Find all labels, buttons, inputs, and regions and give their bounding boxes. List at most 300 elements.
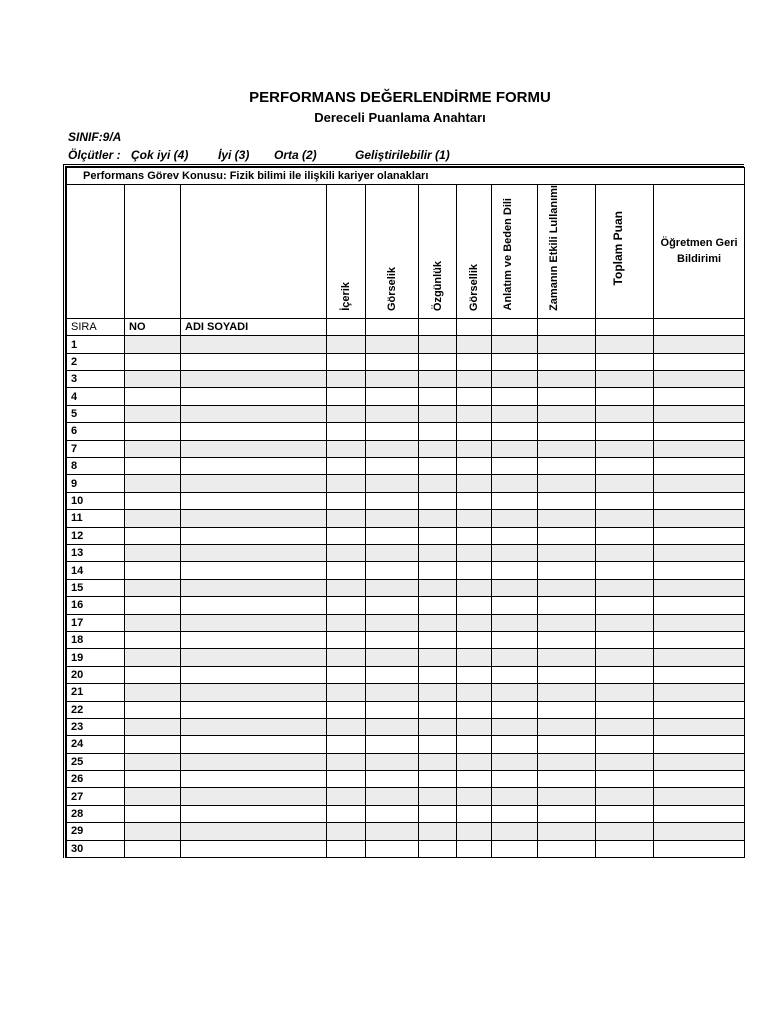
score-cell[interactable] — [125, 684, 181, 701]
score-cell[interactable] — [538, 336, 596, 353]
score-cell[interactable] — [327, 440, 366, 457]
score-cell[interactable] — [457, 562, 492, 579]
score-cell[interactable] — [366, 701, 419, 718]
score-cell[interactable] — [596, 684, 654, 701]
score-cell[interactable] — [419, 562, 457, 579]
score-cell[interactable] — [125, 805, 181, 822]
score-cell[interactable] — [538, 805, 596, 822]
score-cell[interactable] — [181, 440, 327, 457]
score-cell[interactable] — [181, 771, 327, 788]
score-cell[interactable] — [538, 579, 596, 596]
score-cell[interactable] — [181, 458, 327, 475]
score-cell[interactable] — [327, 405, 366, 422]
score-cell[interactable] — [419, 527, 457, 544]
score-cell[interactable] — [492, 353, 538, 370]
score-cell[interactable] — [457, 440, 492, 457]
score-cell[interactable] — [327, 510, 366, 527]
score-cell[interactable] — [181, 423, 327, 440]
score-cell[interactable] — [596, 631, 654, 648]
score-cell[interactable] — [596, 579, 654, 596]
score-cell[interactable] — [366, 458, 419, 475]
score-cell[interactable] — [457, 666, 492, 683]
score-cell[interactable] — [457, 614, 492, 631]
score-cell[interactable] — [457, 371, 492, 388]
score-cell[interactable] — [366, 736, 419, 753]
score-cell[interactable] — [457, 823, 492, 840]
score-cell[interactable] — [538, 423, 596, 440]
score-cell[interactable] — [654, 492, 745, 509]
score-cell[interactable] — [596, 545, 654, 562]
score-cell[interactable] — [457, 423, 492, 440]
score-cell[interactable] — [654, 440, 745, 457]
score-cell[interactable] — [419, 788, 457, 805]
score-cell[interactable] — [492, 371, 538, 388]
score-cell[interactable] — [492, 684, 538, 701]
score-cell[interactable] — [538, 666, 596, 683]
score-cell[interactable] — [654, 753, 745, 770]
score-cell[interactable] — [654, 701, 745, 718]
score-cell[interactable] — [492, 492, 538, 509]
score-cell[interactable] — [366, 353, 419, 370]
score-cell[interactable] — [596, 336, 654, 353]
score-cell[interactable] — [327, 388, 366, 405]
score-cell[interactable] — [492, 631, 538, 648]
score-cell[interactable] — [654, 771, 745, 788]
score-cell[interactable] — [654, 388, 745, 405]
score-cell[interactable] — [654, 805, 745, 822]
score-cell[interactable] — [538, 545, 596, 562]
score-cell[interactable] — [596, 771, 654, 788]
score-cell[interactable] — [596, 492, 654, 509]
score-cell[interactable] — [419, 718, 457, 735]
score-cell[interactable] — [492, 527, 538, 544]
score-cell[interactable] — [596, 405, 654, 422]
score-cell[interactable] — [366, 753, 419, 770]
score-cell[interactable] — [654, 718, 745, 735]
score-cell[interactable] — [538, 492, 596, 509]
score-cell[interactable] — [596, 788, 654, 805]
score-cell[interactable] — [125, 423, 181, 440]
score-cell[interactable] — [492, 788, 538, 805]
score-cell[interactable] — [419, 701, 457, 718]
score-cell[interactable] — [327, 614, 366, 631]
score-cell[interactable] — [492, 805, 538, 822]
score-cell[interactable] — [125, 458, 181, 475]
score-cell[interactable] — [457, 405, 492, 422]
score-cell[interactable] — [327, 823, 366, 840]
score-cell[interactable] — [125, 545, 181, 562]
score-cell[interactable] — [125, 510, 181, 527]
score-cell[interactable] — [181, 405, 327, 422]
score-cell[interactable] — [596, 423, 654, 440]
score-cell[interactable] — [327, 527, 366, 544]
score-cell[interactable] — [492, 597, 538, 614]
score-cell[interactable] — [125, 614, 181, 631]
score-cell[interactable] — [366, 840, 419, 857]
score-cell[interactable] — [596, 753, 654, 770]
score-cell[interactable] — [596, 666, 654, 683]
score-cell[interactable] — [654, 405, 745, 422]
score-cell[interactable] — [654, 666, 745, 683]
score-cell[interactable] — [538, 371, 596, 388]
score-cell[interactable] — [125, 527, 181, 544]
score-cell[interactable] — [181, 788, 327, 805]
score-cell[interactable] — [492, 545, 538, 562]
score-cell[interactable] — [596, 440, 654, 457]
score-cell[interactable] — [366, 336, 419, 353]
score-cell[interactable] — [327, 771, 366, 788]
score-cell[interactable] — [596, 371, 654, 388]
score-cell[interactable] — [654, 736, 745, 753]
score-cell[interactable] — [596, 614, 654, 631]
score-cell[interactable] — [654, 527, 745, 544]
score-cell[interactable] — [538, 614, 596, 631]
score-cell[interactable] — [492, 579, 538, 596]
score-cell[interactable] — [538, 353, 596, 370]
score-cell[interactable] — [419, 405, 457, 422]
score-cell[interactable] — [366, 527, 419, 544]
score-cell[interactable] — [125, 701, 181, 718]
score-cell[interactable] — [596, 736, 654, 753]
score-cell[interactable] — [492, 736, 538, 753]
score-cell[interactable] — [492, 840, 538, 857]
score-cell[interactable] — [596, 458, 654, 475]
score-cell[interactable] — [457, 492, 492, 509]
score-cell[interactable] — [538, 631, 596, 648]
score-cell[interactable] — [654, 458, 745, 475]
score-cell[interactable] — [596, 510, 654, 527]
score-cell[interactable] — [654, 597, 745, 614]
score-cell[interactable] — [419, 840, 457, 857]
score-cell[interactable] — [181, 545, 327, 562]
score-cell[interactable] — [366, 440, 419, 457]
score-cell[interactable] — [654, 579, 745, 596]
score-cell[interactable] — [125, 336, 181, 353]
score-cell[interactable] — [366, 475, 419, 492]
score-cell[interactable] — [181, 840, 327, 857]
score-cell[interactable] — [538, 771, 596, 788]
score-cell[interactable] — [125, 475, 181, 492]
score-cell[interactable] — [125, 597, 181, 614]
score-cell[interactable] — [419, 388, 457, 405]
score-cell[interactable] — [327, 805, 366, 822]
score-cell[interactable] — [654, 371, 745, 388]
score-cell[interactable] — [181, 614, 327, 631]
score-cell[interactable] — [654, 684, 745, 701]
score-cell[interactable] — [492, 614, 538, 631]
score-cell[interactable] — [596, 388, 654, 405]
score-cell[interactable] — [125, 405, 181, 422]
score-cell[interactable] — [125, 562, 181, 579]
score-cell[interactable] — [654, 475, 745, 492]
score-cell[interactable] — [538, 649, 596, 666]
score-cell[interactable] — [538, 736, 596, 753]
score-cell[interactable] — [181, 805, 327, 822]
score-cell[interactable] — [419, 475, 457, 492]
score-cell[interactable] — [492, 510, 538, 527]
score-cell[interactable] — [538, 701, 596, 718]
score-cell[interactable] — [125, 666, 181, 683]
score-cell[interactable] — [457, 805, 492, 822]
score-cell[interactable] — [125, 388, 181, 405]
score-cell[interactable] — [125, 631, 181, 648]
score-cell[interactable] — [492, 649, 538, 666]
score-cell[interactable] — [181, 371, 327, 388]
score-cell[interactable] — [492, 388, 538, 405]
score-cell[interactable] — [419, 823, 457, 840]
score-cell[interactable] — [125, 788, 181, 805]
score-cell[interactable] — [654, 353, 745, 370]
score-cell[interactable] — [492, 753, 538, 770]
score-cell[interactable] — [492, 701, 538, 718]
score-cell[interactable] — [181, 562, 327, 579]
score-cell[interactable] — [419, 423, 457, 440]
score-cell[interactable] — [596, 805, 654, 822]
score-cell[interactable] — [596, 701, 654, 718]
score-cell[interactable] — [125, 492, 181, 509]
score-cell[interactable] — [492, 405, 538, 422]
score-cell[interactable] — [457, 840, 492, 857]
score-cell[interactable] — [492, 440, 538, 457]
score-cell[interactable] — [419, 684, 457, 701]
score-cell[interactable] — [125, 718, 181, 735]
score-cell[interactable] — [327, 753, 366, 770]
score-cell[interactable] — [492, 458, 538, 475]
score-cell[interactable] — [457, 718, 492, 735]
score-cell[interactable] — [181, 736, 327, 753]
score-cell[interactable] — [457, 788, 492, 805]
score-cell[interactable] — [419, 614, 457, 631]
score-cell[interactable] — [181, 336, 327, 353]
score-cell[interactable] — [492, 562, 538, 579]
score-cell[interactable] — [457, 771, 492, 788]
score-cell[interactable] — [327, 492, 366, 509]
score-cell[interactable] — [181, 510, 327, 527]
score-cell[interactable] — [181, 631, 327, 648]
score-cell[interactable] — [457, 353, 492, 370]
score-cell[interactable] — [419, 649, 457, 666]
score-cell[interactable] — [654, 788, 745, 805]
score-cell[interactable] — [596, 823, 654, 840]
score-cell[interactable] — [327, 579, 366, 596]
score-cell[interactable] — [419, 458, 457, 475]
score-cell[interactable] — [181, 701, 327, 718]
score-cell[interactable] — [125, 649, 181, 666]
score-cell[interactable] — [538, 440, 596, 457]
score-cell[interactable] — [654, 649, 745, 666]
score-cell[interactable] — [492, 718, 538, 735]
score-cell[interactable] — [457, 475, 492, 492]
score-cell[interactable] — [538, 405, 596, 422]
score-cell[interactable] — [419, 771, 457, 788]
score-cell[interactable] — [327, 631, 366, 648]
score-cell[interactable] — [596, 718, 654, 735]
score-cell[interactable] — [419, 753, 457, 770]
score-cell[interactable] — [654, 336, 745, 353]
score-cell[interactable] — [419, 440, 457, 457]
score-cell[interactable] — [492, 823, 538, 840]
score-cell[interactable] — [125, 440, 181, 457]
score-cell[interactable] — [327, 423, 366, 440]
score-cell[interactable] — [366, 562, 419, 579]
score-cell[interactable] — [419, 579, 457, 596]
score-cell[interactable] — [366, 405, 419, 422]
score-cell[interactable] — [419, 631, 457, 648]
score-cell[interactable] — [457, 336, 492, 353]
score-cell[interactable] — [654, 840, 745, 857]
score-cell[interactable] — [654, 562, 745, 579]
score-cell[interactable] — [366, 388, 419, 405]
score-cell[interactable] — [366, 423, 419, 440]
score-cell[interactable] — [457, 631, 492, 648]
score-cell[interactable] — [419, 805, 457, 822]
score-cell[interactable] — [327, 371, 366, 388]
score-cell[interactable] — [366, 614, 419, 631]
score-cell[interactable] — [181, 353, 327, 370]
score-cell[interactable] — [596, 562, 654, 579]
score-cell[interactable] — [492, 666, 538, 683]
score-cell[interactable] — [366, 371, 419, 388]
score-cell[interactable] — [181, 666, 327, 683]
score-cell[interactable] — [181, 527, 327, 544]
score-cell[interactable] — [457, 597, 492, 614]
score-cell[interactable] — [366, 649, 419, 666]
score-cell[interactable] — [125, 771, 181, 788]
score-cell[interactable] — [366, 492, 419, 509]
score-cell[interactable] — [538, 562, 596, 579]
score-cell[interactable] — [538, 823, 596, 840]
score-cell[interactable] — [366, 666, 419, 683]
score-cell[interactable] — [492, 771, 538, 788]
score-cell[interactable] — [538, 388, 596, 405]
score-cell[interactable] — [327, 597, 366, 614]
score-cell[interactable] — [125, 736, 181, 753]
score-cell[interactable] — [457, 753, 492, 770]
score-cell[interactable] — [596, 527, 654, 544]
score-cell[interactable] — [366, 718, 419, 735]
score-cell[interactable] — [366, 684, 419, 701]
score-cell[interactable] — [366, 771, 419, 788]
score-cell[interactable] — [538, 840, 596, 857]
score-cell[interactable] — [538, 458, 596, 475]
score-cell[interactable] — [327, 701, 366, 718]
score-cell[interactable] — [457, 736, 492, 753]
score-cell[interactable] — [327, 475, 366, 492]
score-cell[interactable] — [327, 353, 366, 370]
score-cell[interactable] — [181, 475, 327, 492]
score-cell[interactable] — [327, 788, 366, 805]
score-cell[interactable] — [419, 336, 457, 353]
score-cell[interactable] — [596, 353, 654, 370]
score-cell[interactable] — [457, 579, 492, 596]
score-cell[interactable] — [327, 840, 366, 857]
score-cell[interactable] — [327, 649, 366, 666]
score-cell[interactable] — [366, 788, 419, 805]
score-cell[interactable] — [654, 510, 745, 527]
score-cell[interactable] — [538, 475, 596, 492]
score-cell[interactable] — [457, 458, 492, 475]
score-cell[interactable] — [181, 388, 327, 405]
score-cell[interactable] — [538, 788, 596, 805]
score-cell[interactable] — [366, 805, 419, 822]
score-cell[interactable] — [327, 458, 366, 475]
score-cell[interactable] — [181, 649, 327, 666]
score-cell[interactable] — [181, 823, 327, 840]
score-cell[interactable] — [419, 736, 457, 753]
score-cell[interactable] — [492, 423, 538, 440]
score-cell[interactable] — [538, 527, 596, 544]
score-cell[interactable] — [366, 631, 419, 648]
score-cell[interactable] — [125, 371, 181, 388]
score-cell[interactable] — [538, 753, 596, 770]
score-cell[interactable] — [596, 597, 654, 614]
score-cell[interactable] — [327, 666, 366, 683]
score-cell[interactable] — [419, 597, 457, 614]
score-cell[interactable] — [457, 684, 492, 701]
score-cell[interactable] — [181, 597, 327, 614]
score-cell[interactable] — [181, 684, 327, 701]
score-cell[interactable] — [538, 510, 596, 527]
score-cell[interactable] — [125, 823, 181, 840]
score-cell[interactable] — [654, 423, 745, 440]
score-cell[interactable] — [366, 823, 419, 840]
score-cell[interactable] — [457, 545, 492, 562]
score-cell[interactable] — [419, 510, 457, 527]
score-cell[interactable] — [327, 736, 366, 753]
score-cell[interactable] — [538, 718, 596, 735]
score-cell[interactable] — [654, 614, 745, 631]
score-cell[interactable] — [538, 597, 596, 614]
score-cell[interactable] — [125, 579, 181, 596]
score-cell[interactable] — [457, 701, 492, 718]
score-cell[interactable] — [181, 718, 327, 735]
score-cell[interactable] — [366, 579, 419, 596]
score-cell[interactable] — [419, 371, 457, 388]
score-cell[interactable] — [181, 753, 327, 770]
score-cell[interactable] — [327, 684, 366, 701]
score-cell[interactable] — [419, 353, 457, 370]
score-cell[interactable] — [327, 718, 366, 735]
score-cell[interactable] — [366, 545, 419, 562]
score-cell[interactable] — [125, 840, 181, 857]
score-cell[interactable] — [596, 475, 654, 492]
score-cell[interactable] — [492, 336, 538, 353]
score-cell[interactable] — [654, 631, 745, 648]
score-cell[interactable] — [596, 649, 654, 666]
score-cell[interactable] — [457, 388, 492, 405]
score-cell[interactable] — [419, 545, 457, 562]
score-cell[interactable] — [654, 545, 745, 562]
score-cell[interactable] — [181, 492, 327, 509]
score-cell[interactable] — [125, 753, 181, 770]
score-cell[interactable] — [419, 666, 457, 683]
score-cell[interactable] — [366, 510, 419, 527]
score-cell[interactable] — [538, 684, 596, 701]
score-cell[interactable] — [419, 492, 457, 509]
score-cell[interactable] — [596, 840, 654, 857]
score-cell[interactable] — [181, 579, 327, 596]
score-cell[interactable] — [457, 510, 492, 527]
score-cell[interactable] — [366, 597, 419, 614]
score-cell[interactable] — [457, 527, 492, 544]
score-cell[interactable] — [492, 475, 538, 492]
score-cell[interactable] — [654, 823, 745, 840]
score-cell[interactable] — [125, 353, 181, 370]
score-cell[interactable] — [457, 649, 492, 666]
score-cell[interactable] — [327, 545, 366, 562]
score-cell[interactable] — [327, 336, 366, 353]
score-cell[interactable] — [327, 562, 366, 579]
